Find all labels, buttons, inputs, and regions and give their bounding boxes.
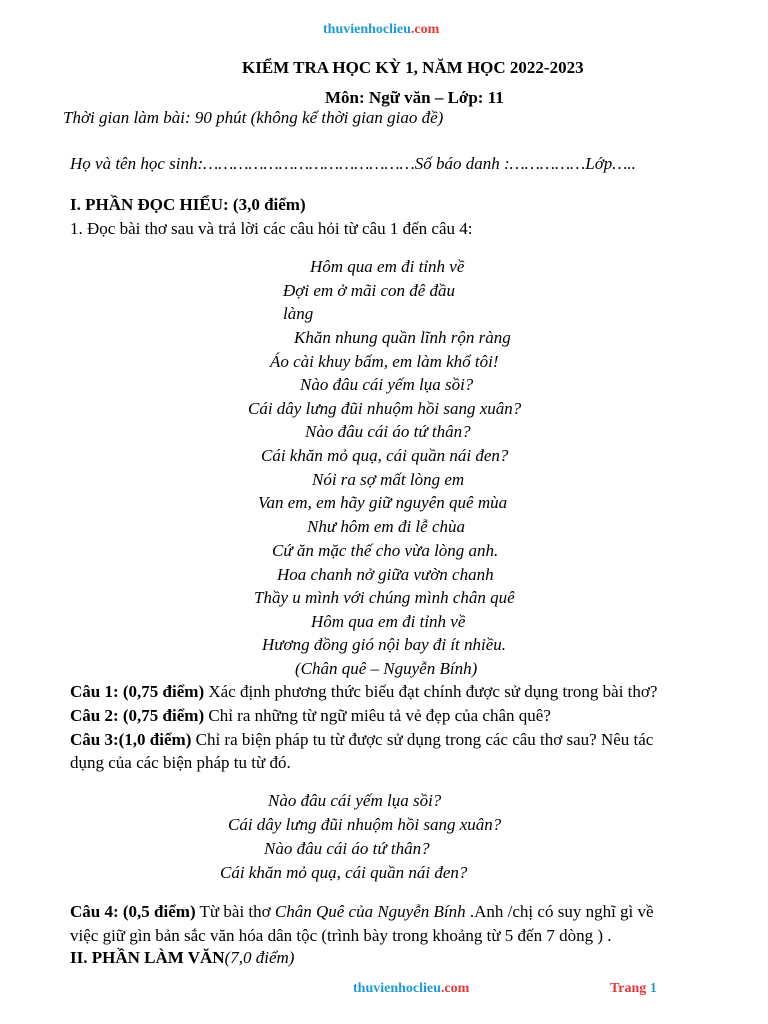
question-3-continuation: dụng của các biện pháp tu từ đó.: [70, 753, 291, 772]
section-2-title: II. PHẦN LÀM VĂN: [70, 948, 225, 967]
poem-line: Nào đâu cái áo tứ thân?: [305, 422, 471, 441]
footer-brand[interactable]: [353, 981, 469, 997]
poem-line: Đợi em ở mãi con đê đầu: [283, 281, 456, 300]
page-number: [610, 981, 657, 997]
poem-line: Áo cài khuy bấm, em làm khổ tôi!: [270, 352, 499, 371]
quote-line: Cái khăn mỏ quạ, cái quần nái đen?: [220, 863, 468, 882]
header-brand[interactable]: [323, 22, 439, 38]
poem-line: Nói ra sợ mất lòng em: [312, 470, 465, 489]
quote-line: Cái dây lưng đũi nhuộm hồi sang xuân?: [228, 815, 502, 834]
question-1: [70, 682, 657, 702]
poem-line: Cái khăn mỏ quạ, cái quần nái đen?: [261, 446, 509, 465]
question-4-continuation: việc giữ gìn bản sắc văn hóa dân tộc (trình bày trong khoảng từ 5 đến 7 dòng ) .: [70, 926, 612, 945]
question-4-text-b: Chân Quê của Nguyễn Bính: [274, 902, 466, 921]
poem-attribution: (Chân quê – Nguyễn Bính): [295, 659, 478, 678]
exam-time: Thời gian làm bài: 90 phút (không kể thời gian giao đề): [63, 108, 444, 127]
poem-line: Cứ ăn mặc thế cho vừa lòng anh.: [272, 541, 499, 560]
section-1-heading: I. PHẦN ĐỌC HIỂU: (3,0 điểm): [70, 195, 306, 214]
question-1-label: Câu 1: (0,75 điểm): [70, 682, 205, 701]
page-number-value: 1: [649, 981, 657, 996]
poem-line: Van em, em hãy giữ nguyên quê mùa: [258, 493, 508, 512]
exam-title: KIỂM TRA HỌC KỲ 1, NĂM HỌC 2022-2023: [242, 58, 584, 77]
footer-brand-domain: .com: [440, 981, 470, 996]
poem-line: làng: [283, 304, 314, 323]
question-4-text-a: Từ bài thơ: [195, 902, 275, 921]
question-4: [70, 902, 654, 922]
question-1-text: Xác định phương thức biểu đạt chính được sử dụng trong bài thơ?: [204, 682, 658, 701]
section-2-heading: [70, 948, 294, 968]
quote-line: Nào đâu cái yếm lụa sồi?: [268, 791, 442, 810]
question-2: [70, 706, 551, 726]
quote-line: Nào đâu cái áo tứ thân?: [264, 839, 430, 858]
poem-line: Như hôm em đi lễ chùa: [307, 517, 465, 536]
exam-subject: Môn: Ngữ văn – Lớp: 11: [325, 88, 504, 107]
question-3: [70, 730, 653, 750]
poem-line: Hoa chanh nở giữa vườn chanh: [277, 565, 494, 584]
footer-brand-main: thuvienhoclieu: [353, 981, 441, 996]
student-info-line: Họ và tên học sinh:……………………………………Số báo danh :……………Lớp…..: [70, 154, 636, 173]
poem-line: Hương đồng gió nội bay đi ít nhiều.: [262, 635, 507, 654]
section-1-intro: 1. Đọc bài thơ sau và trả lời các câu hỏi từ câu 1 đến câu 4:: [70, 219, 473, 238]
question-2-label: Câu 2: (0,75 điểm): [70, 706, 205, 725]
question-4-text-c: .Anh /chị có suy nghĩ gì về: [465, 902, 654, 921]
header-brand-domain: .com: [410, 22, 440, 37]
poem-line: Nào đâu cái yếm lụa sồi?: [300, 375, 474, 394]
poem-line: Hôm qua em đi tỉnh về: [310, 257, 465, 276]
poem-line: Thầy u mình với chúng mình chân quê: [254, 588, 515, 607]
header-brand-main: thuvienhoclieu: [323, 22, 411, 37]
section-2-points: (7,0 điểm): [224, 948, 295, 967]
question-2-text: Chỉ ra những từ ngữ miêu tả vẻ đẹp của chân quê?: [204, 706, 551, 725]
poem-line: Hôm qua em đi tỉnh về: [311, 612, 466, 631]
poem-line: Cái dây lưng đũi nhuộm hồi sang xuân?: [248, 399, 522, 418]
question-3-text: Chỉ ra biện pháp tu từ được sử dụng trong các câu thơ sau? Nêu tác: [191, 730, 654, 749]
page-label: Trang: [610, 981, 650, 996]
question-4-label: Câu 4: (0,5 điểm): [70, 902, 196, 921]
poem-line: Khăn nhung quần lĩnh rộn ràng: [294, 328, 511, 347]
question-3-label: Câu 3:(1,0 điểm): [70, 730, 192, 749]
